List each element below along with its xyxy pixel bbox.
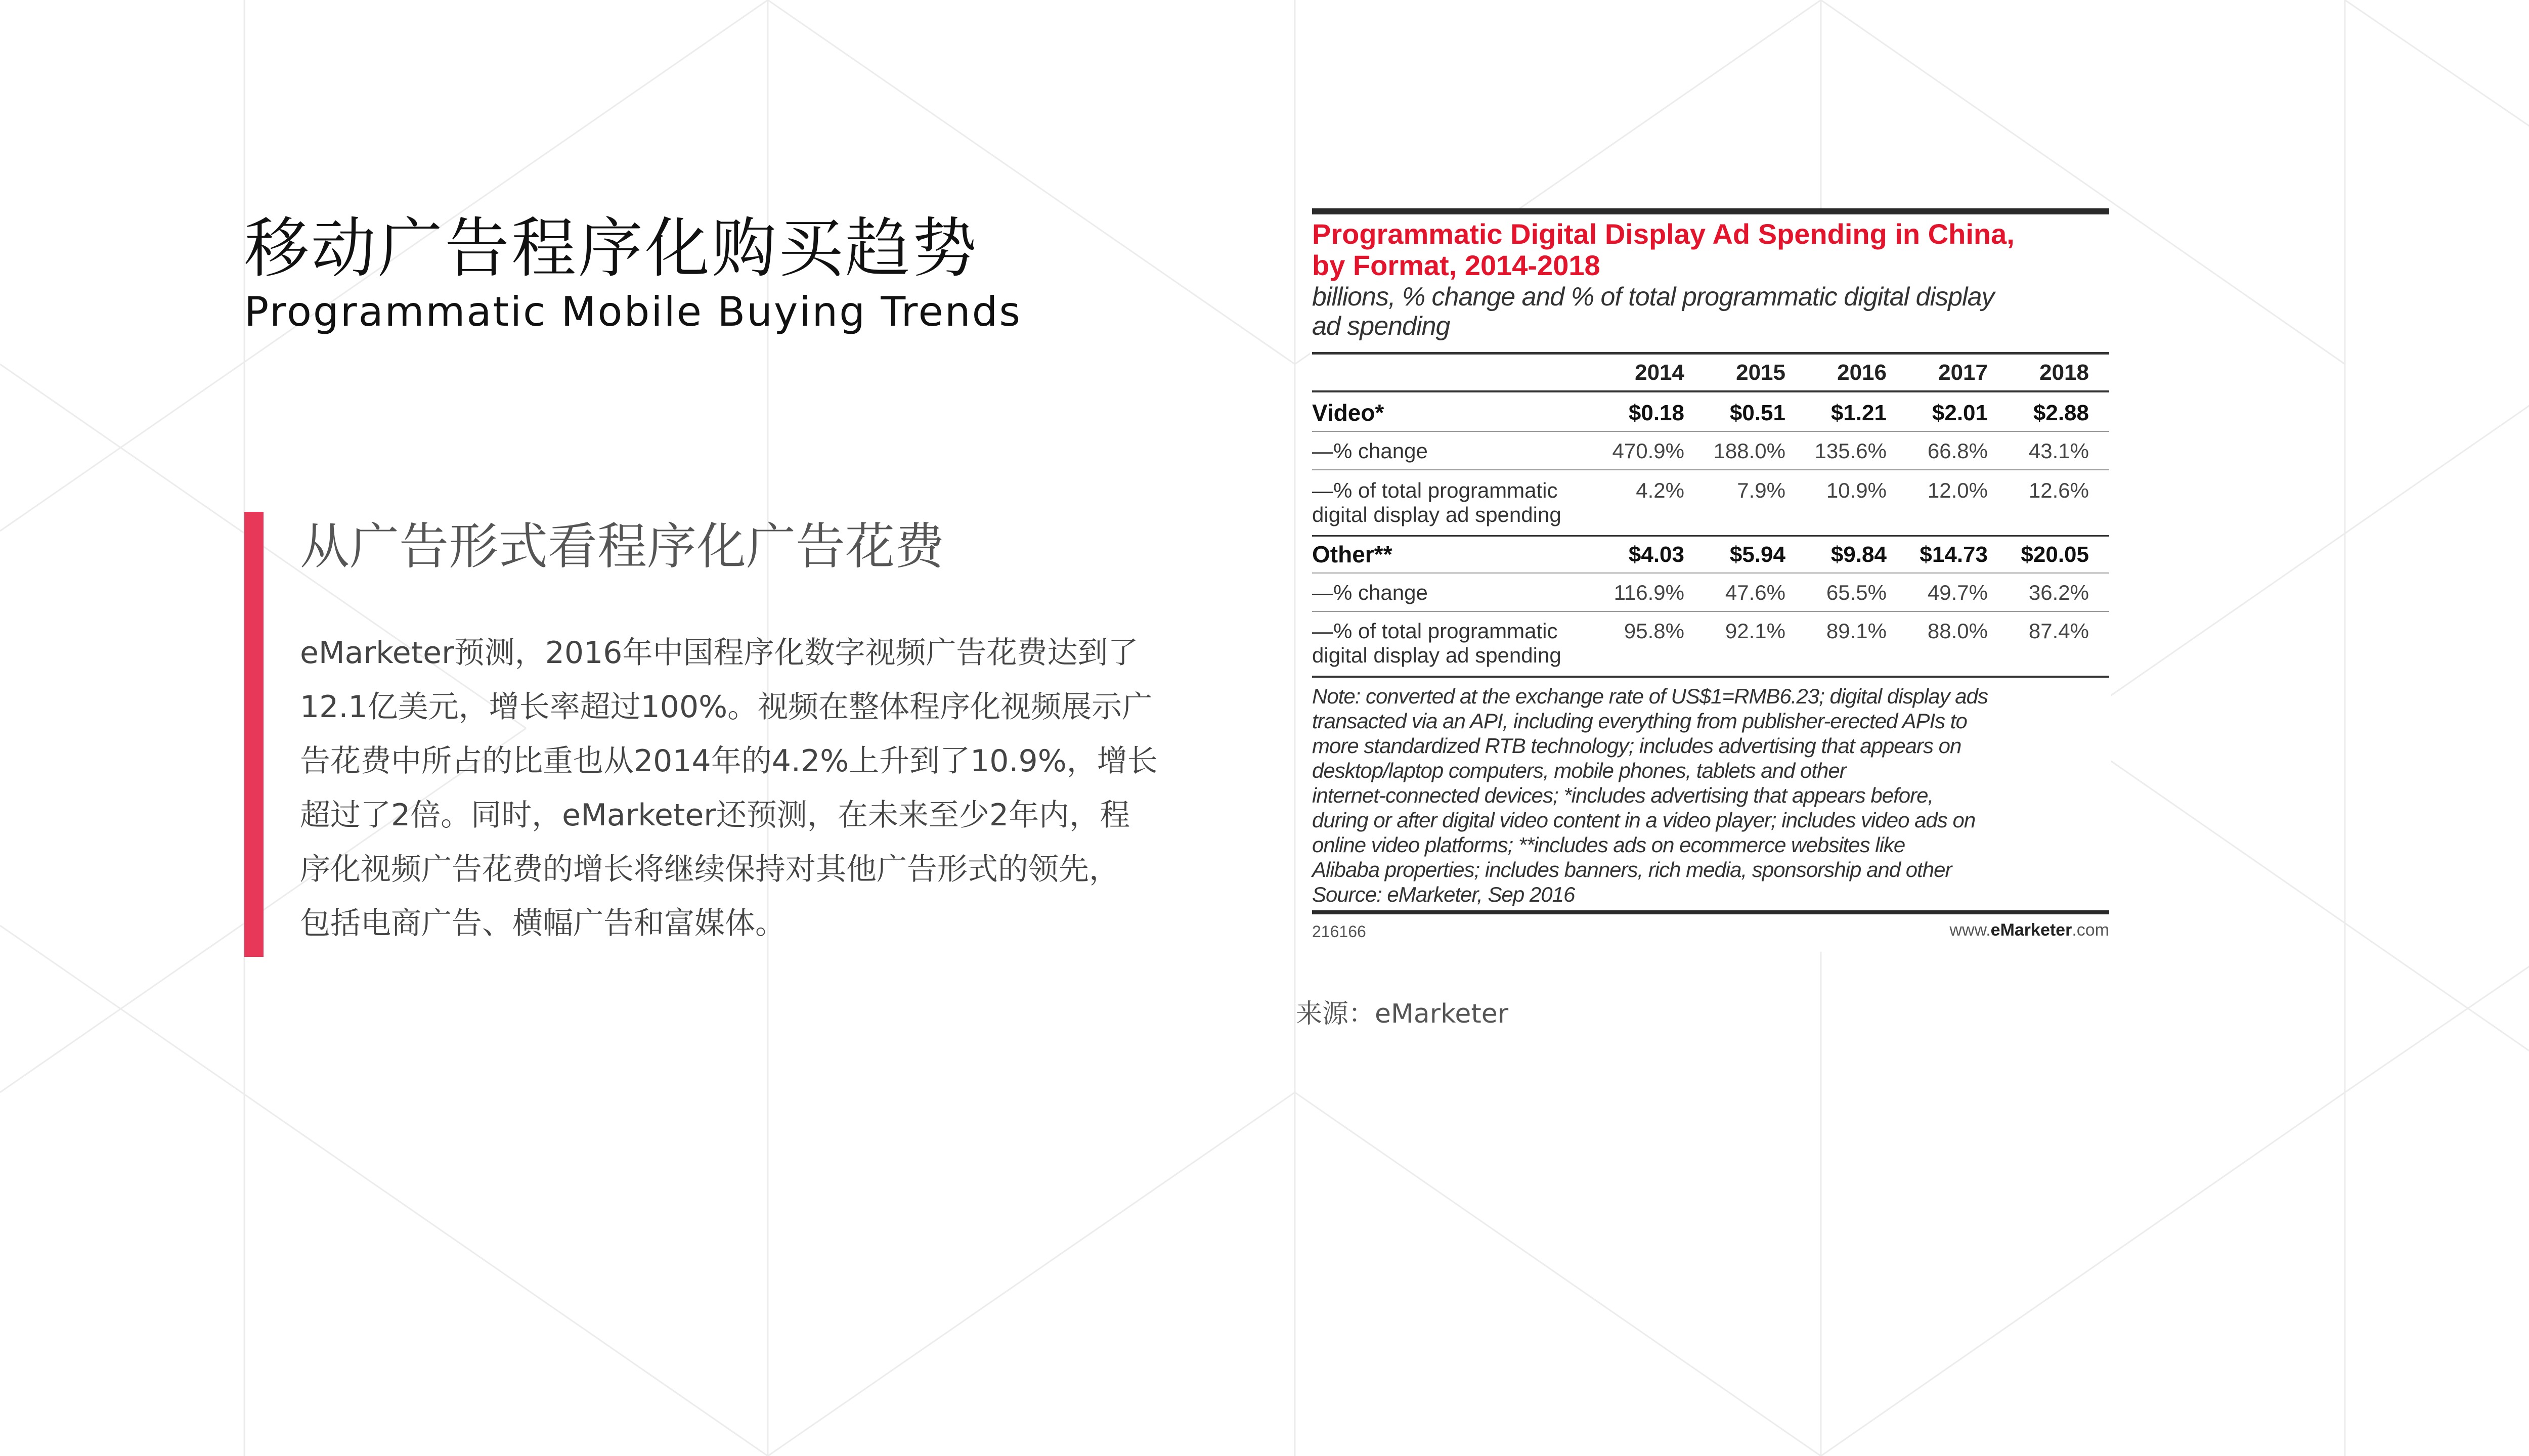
url-brand: eMarketer — [1990, 920, 2072, 940]
table-cell: 92.1% — [1725, 619, 1785, 643]
table-cell: 36.2% — [2028, 581, 2089, 604]
table-cell: 95.8% — [1624, 619, 1684, 643]
table-cell: 65.5% — [1826, 581, 1887, 604]
table-cell: 135.6% — [1814, 439, 1887, 463]
year-header: 2018 — [2039, 360, 2089, 385]
year-header: 2017 — [1938, 360, 1988, 385]
body-line: eMarketer预测，2016年中国程序化数字视频广告花费达到了 — [300, 635, 1139, 671]
table-cell: $1.21 — [1830, 401, 1887, 425]
report-rule — [1312, 431, 2109, 432]
report-rule — [1312, 572, 2109, 573]
table-cell: $4.03 — [1628, 542, 1684, 567]
table-cell: 188.0% — [1713, 439, 1785, 463]
url-prefix: www. — [1949, 920, 1991, 940]
report-subtitle-line: billions, % change and % of total programmatic digital display — [1312, 282, 1994, 312]
table-cell: 10.9% — [1826, 478, 1887, 502]
table-cell: $2.88 — [2033, 401, 2089, 425]
table-cell: $9.84 — [1830, 542, 1887, 567]
table-cell: 12.6% — [2028, 478, 2089, 502]
table-cell: $0.51 — [1729, 401, 1785, 425]
table-cell: 43.1% — [2028, 439, 2089, 463]
table-cell: 47.6% — [1725, 581, 1785, 604]
body-line: 包括电商广告、横幅广告和富媒体。 — [300, 906, 786, 941]
row-label-line: digital display ad spending — [1312, 643, 1561, 667]
section-heading: 从广告形式看程序化广告花费 — [300, 518, 945, 576]
year-header: 2016 — [1837, 360, 1887, 385]
row-label-line: —% of total programmatic — [1312, 619, 1558, 643]
row-label-video: Video* — [1312, 400, 1384, 426]
body-line: 12.1亿美元，增长率超过100%。视频在整体程序化视频展示广 — [300, 689, 1153, 725]
row-label-other-change: —% change — [1312, 581, 1428, 604]
report-rule — [1312, 676, 2109, 678]
report-title-line: Programmatic Digital Display Ad Spending in China, — [1312, 218, 2015, 250]
url-suffix: .com — [2072, 920, 2109, 940]
row-label-line: —% of total programmatic — [1312, 478, 1558, 502]
row-label-video-change: —% change — [1312, 439, 1428, 463]
report-rule — [1312, 390, 2109, 392]
accent-bar — [244, 512, 264, 957]
row-label-other: Other** — [1312, 541, 1392, 567]
note-line: Note: converted at the exchange rate of US$1=RMB6.23; digital display ads — [1312, 684, 1988, 708]
table-cell: $0.18 — [1628, 401, 1684, 425]
report-subtitle-line: ad spending — [1312, 312, 1450, 341]
table-cell: 49.7% — [1927, 581, 1988, 604]
report-footer-id: 216166 — [1312, 922, 1366, 941]
page-title: 移动广告程序化购买趋势 — [244, 211, 979, 286]
report-footer-url — [1949, 920, 2109, 940]
report-bottom-rule — [1312, 910, 2109, 914]
table-cell: 470.9% — [1612, 439, 1684, 463]
report-table-image — [1310, 208, 2111, 952]
note-line: during or after digital video content in a video player; includes video ads on — [1312, 808, 1976, 832]
report-rule — [1312, 352, 2109, 355]
table-cell: 66.8% — [1927, 439, 1988, 463]
report-rule — [1312, 611, 2109, 612]
table-cell: 12.0% — [1927, 478, 1988, 502]
table-cell: $5.94 — [1729, 542, 1785, 567]
page-subtitle: Programmatic Mobile Buying Trends — [244, 288, 1022, 335]
report-rule — [1312, 535, 2109, 537]
year-header: 2014 — [1635, 360, 1684, 385]
row-label-video-share — [1312, 478, 1561, 527]
body-paragraph — [300, 626, 1210, 951]
table-cell: 4.2% — [1636, 478, 1684, 502]
report-title-line: by Format, 2014-2018 — [1312, 249, 1600, 281]
table-cell: 116.9% — [1614, 581, 1684, 604]
note-line: online video platforms; **includes ads on ecommerce websites like — [1312, 833, 1905, 857]
note-line: more standardized RTB technology; includes advertising that appears on — [1312, 734, 1961, 758]
row-label-line: digital display ad spending — [1312, 503, 1561, 526]
source-caption: 来源：eMarketer — [1296, 999, 1509, 1029]
year-header: 2015 — [1736, 360, 1785, 385]
table-cell: 7.9% — [1737, 478, 1785, 502]
row-label-other-share — [1312, 619, 1561, 668]
note-line: transacted via an API, including everything from publisher-erected APIs to — [1312, 709, 1967, 733]
report-top-rule — [1312, 208, 2109, 214]
body-line: 序化视频广告花费的增长将继续保持对其他广告形式的领先， — [300, 852, 1119, 887]
body-line: 超过了2倍。同时，eMarketer还预测，在未来至少2年内，程 — [300, 798, 1130, 833]
table-cell: $14.73 — [1920, 542, 1988, 567]
report-title — [1312, 218, 2015, 281]
note-line: desktop/laptop computers, mobile phones, tablets and other — [1312, 759, 1846, 782]
report-subtitle — [1312, 282, 1994, 341]
report-note — [1312, 684, 1988, 907]
body-line: 告花费中所占的比重也从2014年的4.2%上升到了10.9%，增长 — [300, 743, 1158, 779]
table-cell: $2.01 — [1932, 401, 1988, 425]
note-line: Source: eMarketer, Sep 2016 — [1312, 883, 1575, 906]
table-cell: 88.0% — [1927, 619, 1988, 643]
table-cell: 89.1% — [1826, 619, 1887, 643]
note-line: internet-connected devices; *includes advertising that appears before, — [1312, 783, 1934, 807]
report-rule — [1312, 469, 2109, 470]
note-line: Alibaba properties; includes banners, rich media, sponsorship and other — [1312, 858, 1952, 881]
table-cell: $20.05 — [2021, 542, 2089, 567]
table-cell: 87.4% — [2028, 619, 2089, 643]
